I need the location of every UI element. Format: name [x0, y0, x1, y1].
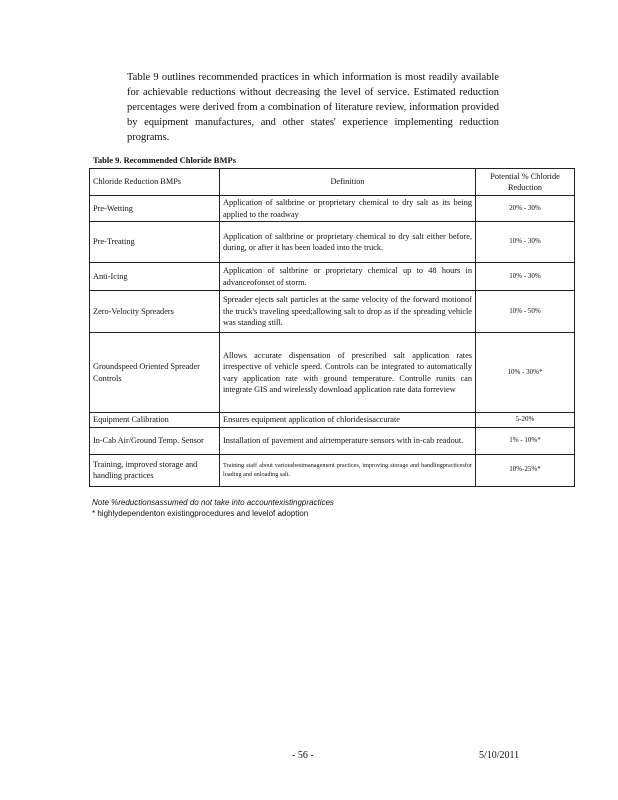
row-definition: Installation of pavement and airtemperature sensors with in-cab readout. [220, 427, 476, 454]
row-potential: 10%-25%* [476, 454, 575, 486]
table-row [90, 413, 575, 428]
footer-date: 5/10/2011 [479, 750, 520, 761]
table-row [90, 196, 575, 222]
row-bmp: Zero-Velocity Spreaders [90, 291, 220, 333]
note-asterisk: * highlydependenton existingprocedures and levelof adoption [92, 508, 309, 518]
header-bmp: Chloride Reduction BMPs [90, 169, 220, 196]
header-definition: Definition [220, 169, 476, 196]
row-bmp: In-Cab Air/Ground Temp. Sensor [90, 427, 220, 454]
table-row [90, 222, 575, 263]
row-bmp: Pre-Wetting [90, 196, 220, 222]
table-notes [92, 498, 334, 519]
row-definition: Allows accurate dispensation of prescribed salt application rates irrespective of vehicle speed. Controls can be integrated to automatically vary application rate with ground temperature. Controlle runits can integrate GIS and wirelessly download application rate data forreview [220, 333, 476, 413]
intro-paragraph: Table 9 outlines recommended practices in which information is most readily available for achievable reductions without decreasing the level of service. Estimated reduction percentages were derived from a combination of literature review, information provided by equipment manufactures, and other states' experience implementing reduction programs. [127, 72, 499, 143]
row-potential: 10% - 30%* [476, 333, 575, 413]
row-potential: 10% - 30% [476, 263, 575, 291]
row-bmp: Equipment Calibration [90, 413, 220, 428]
row-potential: 10% - 30% [476, 222, 575, 263]
page-number: - 56 - [292, 750, 314, 761]
table-row [90, 263, 575, 291]
table-caption: Table 9. Recommended Chloride BMPs [93, 155, 237, 165]
row-definition: Spreader ejects salt particles at the same velocity of the forward motionof the truck's traveling speed;allowing salt to drop as if the spreading vehicle was standing still. [220, 291, 476, 333]
row-potential: 10% - 50% [476, 291, 575, 333]
row-definition: Training staff about variousbestmanagement practices, improving storage and handlingpracticesfor loading and unloading salt. [220, 454, 476, 486]
table-row [90, 454, 575, 486]
table-row [90, 427, 575, 454]
table-row [90, 333, 575, 413]
table-header-row [90, 169, 575, 196]
row-definition: Application of saltbrine or proprietary chemical to dry salt either before, during, or after it has been loaded into the truck. [220, 222, 476, 263]
row-potential: 1% - 10%* [476, 427, 575, 454]
chloride-bmp-table [89, 168, 575, 487]
row-bmp: Training, improved storage and handling practices [90, 454, 220, 486]
row-bmp: Groundspeed Oriented Spreader Controls [90, 333, 220, 413]
note-reductions: Note %reductionsassumed do not take into accountexistingpractices [92, 498, 334, 507]
table-row [90, 291, 575, 333]
row-definition: Application of saltbrine or proprietary chemical to dry salt as its being applied to the roadway [220, 196, 476, 222]
row-bmp: Anti-Icing [90, 263, 220, 291]
row-potential: 20% - 30% [476, 196, 575, 222]
row-bmp: Pre-Treating [90, 222, 220, 263]
row-potential: 5-20% [476, 413, 575, 428]
header-potential: Potential % Chloride Reduction [476, 169, 575, 196]
row-definition: Ensures equipment application of chloridesisaccurate [220, 413, 476, 428]
row-definition: Application of saltbrine or proprietary chemical up to 48 hours in advanceofonset of storm. [220, 263, 476, 291]
